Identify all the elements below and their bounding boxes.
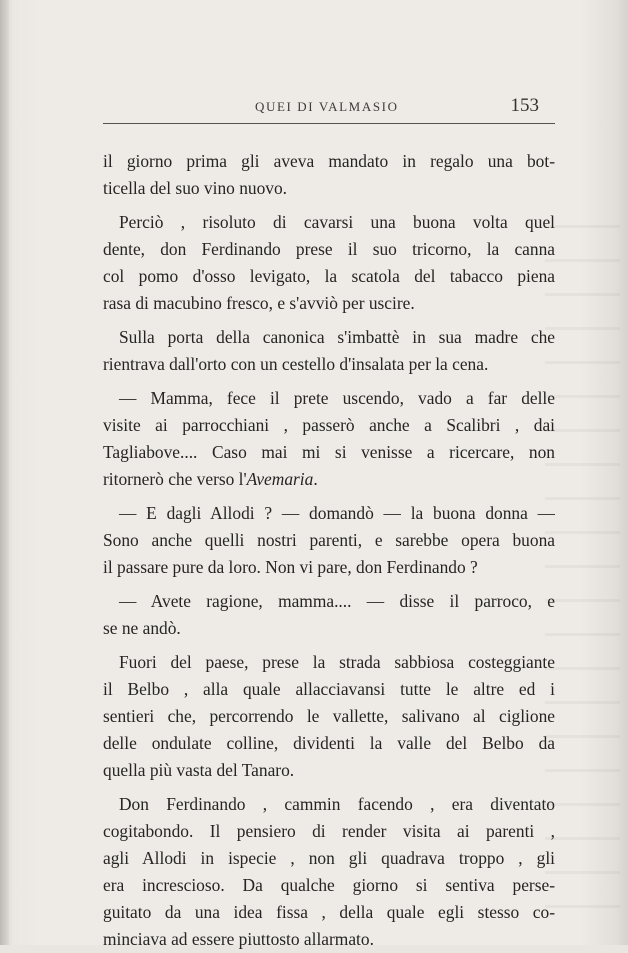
text-line: rientrava dall'orto con un cestello d'insalata per la cena. <box>103 354 489 374</box>
text-line: Perciò , risoluto di cavarsi una buona volta quel <box>119 212 555 232</box>
text-line: guitato da una idea fissa , della quale egli stesso co- <box>103 902 555 922</box>
paragraph-gap <box>103 493 555 500</box>
text-line: il passare pure da loro. Non vi pare, don Ferdinando ? <box>103 557 478 577</box>
paragraph <box>103 588 555 642</box>
text-line: delle ondulate colline, dividenti la valle del Belbo da <box>103 733 555 753</box>
paragraph <box>103 148 555 202</box>
paragraph <box>103 649 555 784</box>
text-line: quella più vasta del Tanaro. <box>103 760 295 780</box>
text-line: col pomo d'osso levigato, la scatola del tabacco piena <box>103 266 555 286</box>
page-binding-edge <box>0 0 9 945</box>
paragraph <box>103 791 555 953</box>
text-line: — E dagli Allodi ? — domandò — la buona donna — <box>119 503 555 523</box>
text-line: — Mamma, fece il prete uscendo, vado a far delle <box>119 388 555 408</box>
text-line: ritornerò che verso l'Avemaria. <box>103 469 318 489</box>
header-rule <box>103 123 555 124</box>
text-line: rasa di macubino fresco, e s'avviò per uscire. <box>103 293 415 313</box>
running-title: QUEI DI VALMASIO <box>255 99 399 114</box>
body-text <box>103 148 555 953</box>
text-line: agli Allodi in ispecie , non gli quadrava troppo , gli <box>103 848 555 868</box>
page-header <box>103 92 555 126</box>
text-line: dente, don Ferdinando prese il suo tricorno, la canna <box>103 239 555 259</box>
text-line: Fuori del paese, prese la strada sabbiosa costeggiante <box>119 652 555 672</box>
paragraph <box>103 209 555 317</box>
text-line: se ne andò. <box>103 618 181 638</box>
text-line: Sulla porta della canonica s'imbattè in sua madre che <box>119 327 555 347</box>
text-line: ticella del suo vino nuovo. <box>103 178 288 198</box>
text-line: minciava ad essere piuttosto allarmato. <box>103 929 374 949</box>
text-line: sentieri che, percorrendo le vallette, salivano al ciglione <box>103 706 555 726</box>
paragraph-gap <box>103 581 555 588</box>
paragraph <box>103 324 555 378</box>
text-line: visite ai parrocchiani , passerò anche a Scalibri , dai <box>103 415 555 435</box>
italic-word: Avemaria <box>246 469 314 489</box>
paragraph <box>103 500 555 581</box>
text-line: — Avete ragione, mamma.... — disse il parroco, e <box>119 591 555 611</box>
text-line: era increscioso. Da qualche giorno si sentiva perse- <box>103 875 555 895</box>
paragraph-gap <box>103 202 555 209</box>
text-line: cogitabondo. Il pensiero di render visita ai parenti , <box>103 821 555 841</box>
text-line: il giorno prima gli aveva mandato in regalo una bot- <box>103 151 555 171</box>
paragraph-gap <box>103 642 555 649</box>
bleed-through-text <box>545 215 620 915</box>
paragraph-gap <box>103 784 555 791</box>
text-line: Tagliabove.... Caso mai mi si venisse a ricercare, non <box>103 442 555 462</box>
paragraph <box>103 385 555 493</box>
paragraph-gap <box>103 317 555 324</box>
page-number: 153 <box>510 95 539 116</box>
text-line: il Belbo , alla quale allacciavansi tutte le altre ed i <box>103 679 555 699</box>
text-line: Don Ferdinando , cammin facendo , era diventato <box>119 794 555 814</box>
paragraph-gap <box>103 378 555 385</box>
text-line: Sono anche quelli nostri parenti, e sarebbe opera buona <box>103 530 555 550</box>
